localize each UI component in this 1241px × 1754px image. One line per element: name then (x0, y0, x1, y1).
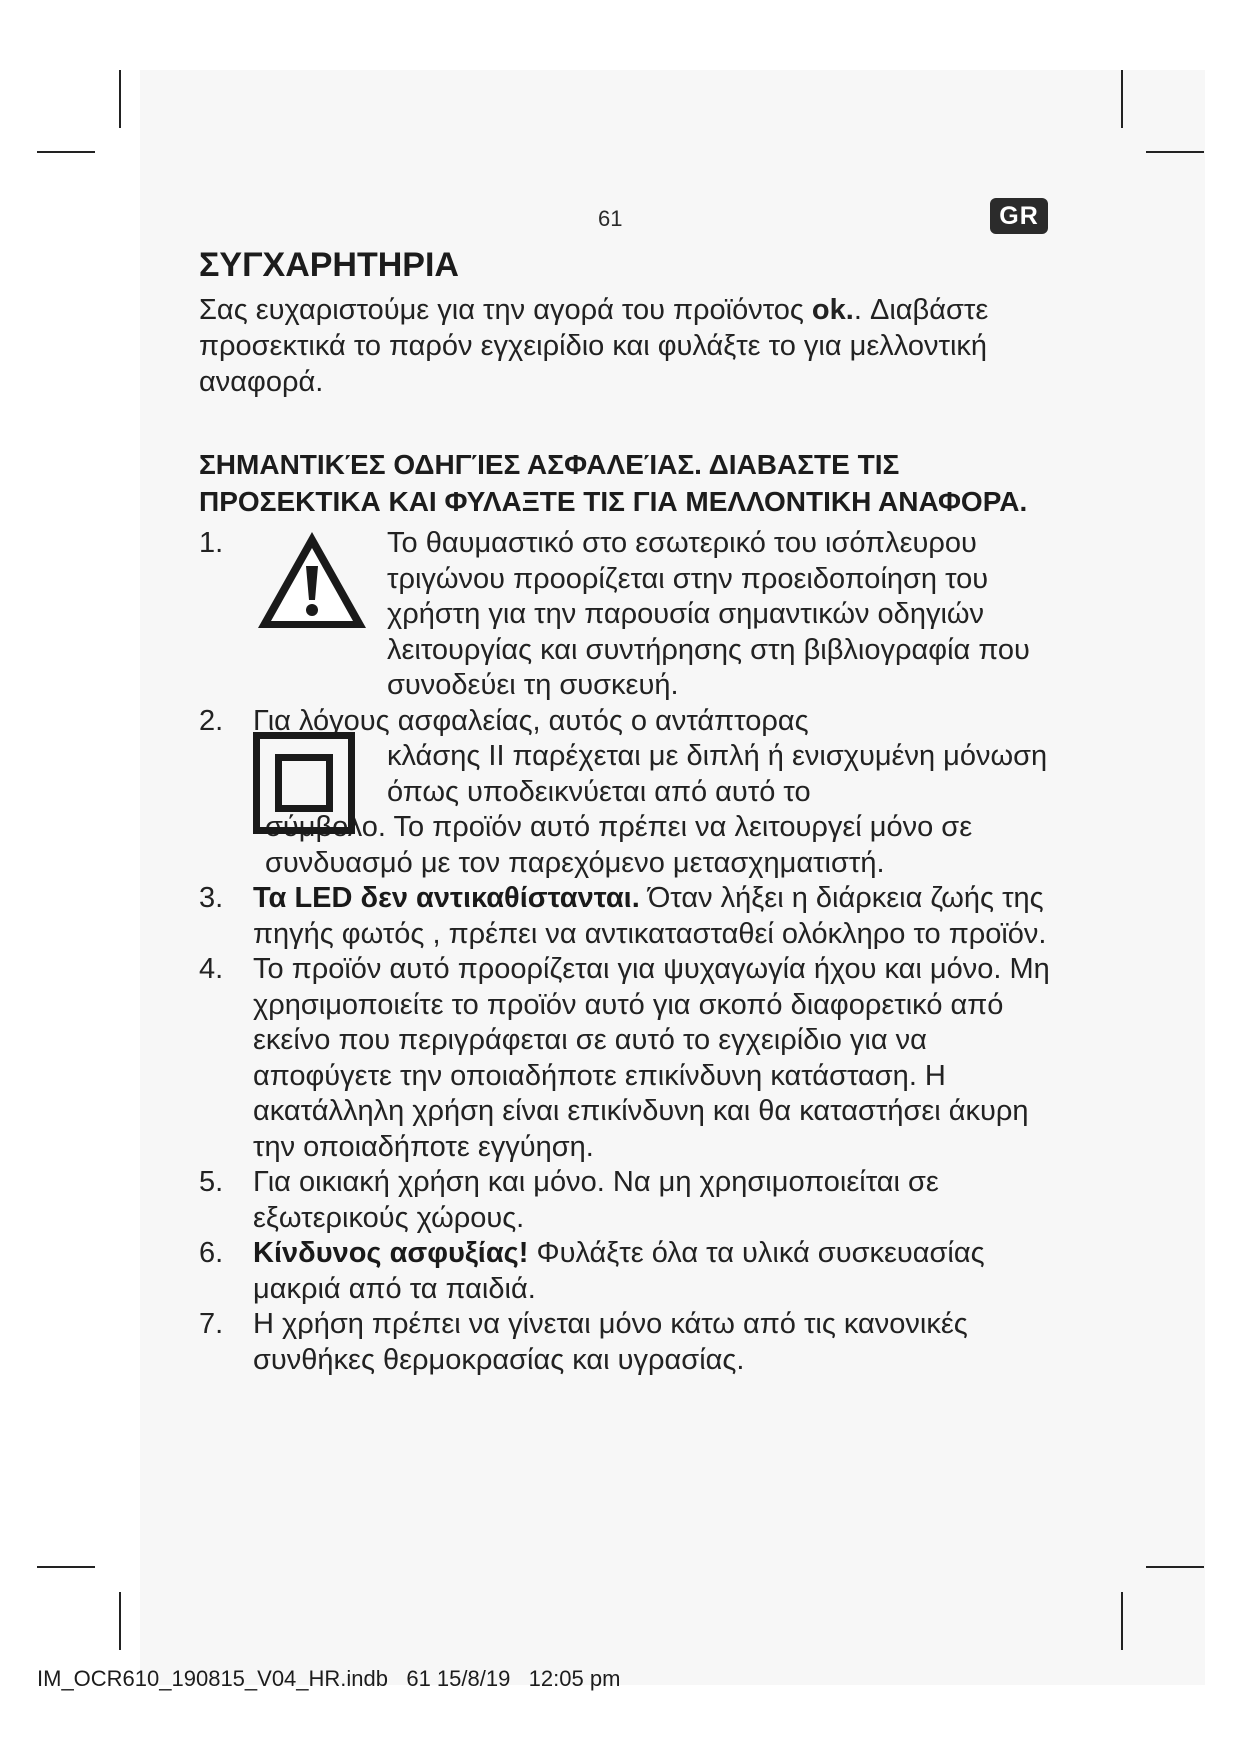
print-slug-footer: IM_OCR610_190815_V04_HR.indb 61 15/8/19 12:05 pm (37, 1666, 621, 1691)
item-text: Όταν λήξει η διάρκεια ζωής της πηγής φωτός , πρέπει να αντικατασταθεί ολόκληρο το προϊόν. (253, 882, 1047, 950)
item-text: Για λόγους ασφαλείας, αυτός ο αντάπτορας (253, 704, 809, 737)
crop-mark (37, 1566, 95, 1568)
document-body (199, 238, 1059, 1378)
list-item (199, 1307, 1059, 1378)
list-item (199, 881, 1059, 952)
crop-mark (37, 151, 95, 153)
page-title: ΣΥΓΧΑΡΗΤΗΡΙΑ (199, 246, 459, 284)
item-bold-text: Τα LED δεν αντικαθίστανται. (253, 882, 640, 914)
item-number: 6. (199, 1237, 224, 1269)
brand-name: ok. (811, 294, 854, 326)
item-number: 1. (199, 527, 224, 559)
safety-list (199, 526, 1059, 1378)
item-number: 3. (199, 882, 224, 914)
item-number: 2. (199, 704, 224, 737)
item-number: 4. (199, 953, 224, 985)
crop-mark (1121, 70, 1123, 128)
intro-paragraph (199, 292, 1059, 400)
list-item (199, 1165, 1059, 1236)
item-text: Φυλάξτε όλα τα υλικά συσκευασίας μακριά από τα παιδιά. (253, 1237, 985, 1305)
intro-text: Σας ευχαριστούμε για την αγορά του προϊόντος (199, 294, 812, 326)
item-bold-text: Κίνδυνος ασφυξίας! (253, 1237, 529, 1269)
crop-mark (1121, 1592, 1123, 1650)
item-text: Το προϊόν αυτό προορίζεται για ψυχαγωγία ήχου και μόνο. Μη χρησιμοποιείτε το προϊόν αυτό για σκοπό διαφορετικό από εκείνο που περιγράφεται σε αυτό το εγχειρίδιο για να αποφύγετε την οποιαδήποτε επικίνδυνη κατάσταση. Η ακατάλληλη χρήση είναι επικίνδυνη και θα καταστήσει άκυρη την οποιαδήποτε εγγύηση. (253, 953, 1050, 1163)
list-item (199, 1236, 1059, 1307)
warning-triangle-icon (254, 528, 370, 632)
class-ii-double-insulation-icon (253, 732, 355, 834)
item-text: Η χρήση πρέπει να γίνεται μόνο κάτω από τις κανονικές συνθήκες θερμοκρασίας και υγρασίας. (253, 1308, 968, 1376)
safety-heading: ΣΗΜΑΝΤΙΚΈΣ ΟΔΗΓΊΕΣ ΑΣΦΑΛΕΊΑΣ. ΔΙΑΒΑΣΤΕ ΤΙΣ ΠΡΟΣΕΚΤΙΚΑ ΚΑΙ ΦΥΛΑΞΤΕ ΤΙΣ ΓΙΑ ΜΕΛΛΟΝΤΙΚΗ ΑΝΑΦΟΡΑ. (199, 449, 1028, 517)
list-item (199, 526, 1059, 704)
list-item (199, 704, 1059, 882)
list-item (199, 952, 1059, 1165)
crop-mark (119, 1592, 121, 1650)
item-text-cont: σύμβολο. Το προϊόν αυτό πρέπει να λειτουργεί μόνο σε συνδυασμό με τον παρεχόμενο μετασχηματιστή. (265, 811, 973, 879)
item-number: 7. (199, 1308, 224, 1340)
item-text: Για οικιακή χρήση και μόνο. Να μη χρησιμοποιείται σε εξωτερικούς χώρους. (253, 1166, 939, 1234)
page-number: 61 (598, 206, 623, 231)
item-text-indented: κλάσης II παρέχεται με διπλή ή ενισχυμένη μόνωση όπως υποδεικνύεται από αυτό το (387, 740, 1048, 808)
language-badge: GR (990, 198, 1048, 234)
item-text: Το θαυμαστικό στο εσωτερικό του ισόπλευρου τριγώνου προορίζεται στην προειδοποίηση του χρήστη για την παρουσία σημαντικών οδηγιών λειτουργίας και συντήρησης στη βιβλιογραφία που συνοδεύει τη συσκευή. (387, 527, 1030, 701)
crop-mark (119, 70, 121, 128)
intro-text-cont: . Διαβάστε προσεκτικά το παρόν εγχειρίδιο και φυλάξτε το για μελλοντική αναφορά. (199, 294, 989, 398)
crop-mark (1146, 1566, 1204, 1568)
item-number: 5. (199, 1166, 224, 1198)
crop-mark (1146, 151, 1204, 153)
